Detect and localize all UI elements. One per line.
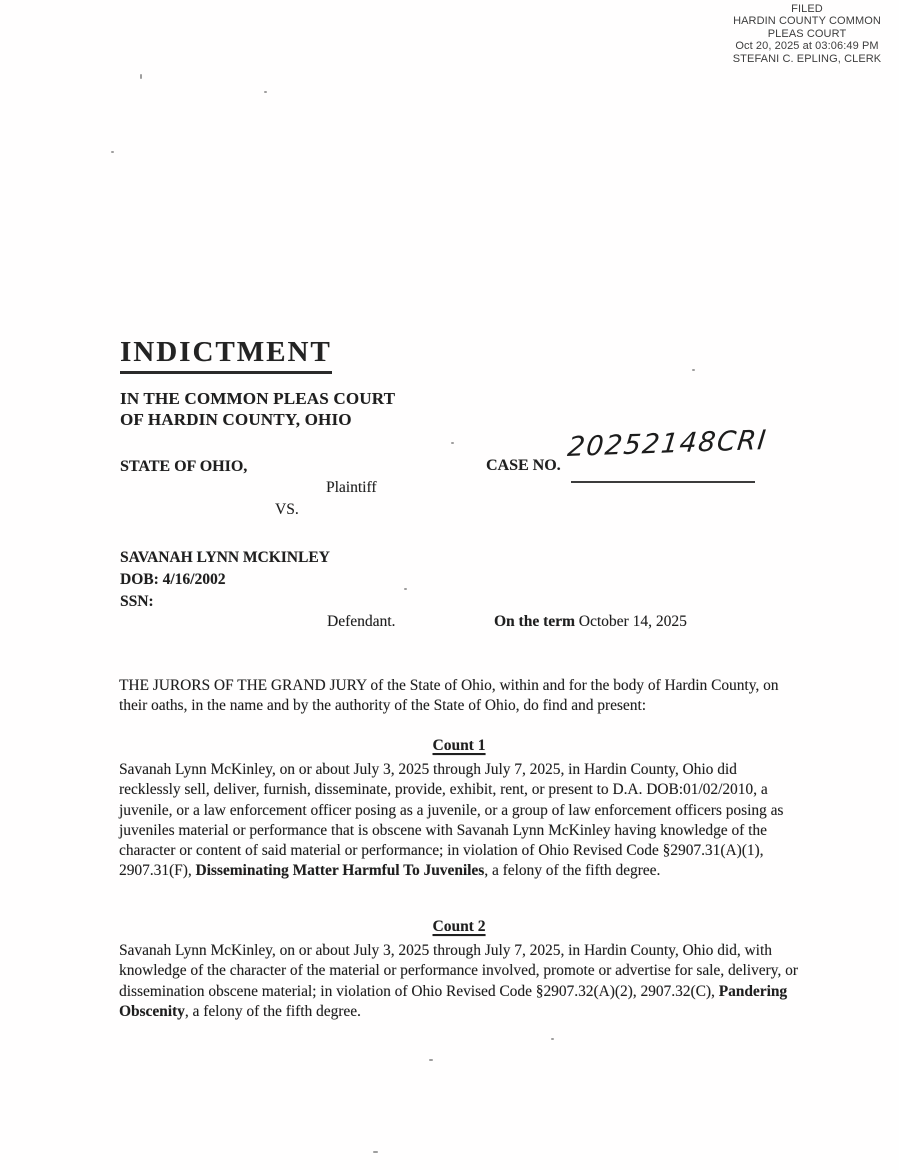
count1-offense-name: Disseminating Matter Harmful To Juveniles (195, 862, 485, 880)
scan-speck (111, 151, 114, 153)
scan-speck (373, 1151, 378, 1153)
count1-heading-text: Count 1 (432, 737, 486, 754)
count2-body (119, 941, 799, 1022)
plaintiff-name: STATE OF OHIO, (120, 458, 248, 475)
case-number-handwritten: 20252148CRI (566, 424, 769, 463)
defendant-name: SAVANAH LYNN MCKINLEY (120, 549, 330, 566)
term-date: October 14, 2025 (574, 613, 687, 630)
stamp-court-line1: HARDIN COUNTY COMMON (733, 15, 881, 28)
court-heading (120, 388, 395, 430)
stamp-court-line2: PLEAS COURT (767, 27, 847, 40)
scan-speck (692, 369, 695, 371)
stamp-clerk-name: STEFANI C. EPLING, CLERK (732, 52, 882, 65)
count1-heading (119, 737, 799, 755)
scan-speck (140, 74, 142, 79)
count1-body (119, 760, 799, 882)
scan-speck (429, 1059, 433, 1061)
filing-stamp (721, 3, 893, 65)
grand-jury-preamble: THE JURORS OF THE GRAND JURY of the State of Ohio, within and for the body of Hardin County, on their oaths, in the name and by the authority of the State of Ohio, do find and present: (119, 677, 779, 715)
count2-text-after: , a felony of the fifth degree. (184, 1002, 361, 1020)
scan-speck (404, 588, 407, 590)
court-heading-line1: IN THE COMMON PLEAS COURT (120, 389, 396, 408)
count2-offense-name: Pandering Obscenity (119, 982, 788, 1020)
court-heading-line2: OF HARDIN COUNTY, OHIO (120, 410, 352, 429)
count2-text-before: Savanah Lynn McKinley, on or about July 3, 2025 through July 7, 2025, in Hardin County, Ohio did, with knowledge of the character of the material or performance involved, promote or advertise for sale, delivery, or dissemination obscene material; in violation of Ohio Revised Code §2907.32(A)(2), 2907.32(C), (119, 942, 798, 1000)
count2-heading (119, 918, 799, 936)
versus-label: VS. (275, 501, 299, 518)
count1-text-before: Savanah Lynn McKinley, on or about July 3, 2025 through July 7, 2025, in Hardin County, Ohio did recklessly sell, deliver, furnish, disseminate, provide, exhibit, rent, or present to D.A. DOB:01/02/2010, a juvenile, or a law enforcement officer posing as a juvenile, or a group of law enforcement officers posing as juveniles material or performance that is obscene with Savanah Lynn McKinley having knowledge of the character or content of said material or performance; in violation of Ohio Revised Code §2907.31(A)(1), 2907.31(F), (119, 761, 784, 880)
term-label: On the term (494, 613, 575, 630)
defendant-dob: DOB: 4/16/2002 (120, 571, 226, 588)
plaintiff-role-label: Plaintiff (326, 479, 377, 496)
case-number-underline (571, 481, 755, 483)
count1-text-after: , a felony of the fifth degree. (484, 862, 661, 880)
case-number-label: CASE NO. (486, 457, 561, 474)
defendant-ssn: SSN: (120, 593, 154, 610)
document-title: INDICTMENT (120, 336, 332, 374)
count2-heading-text: Count 2 (432, 918, 486, 935)
stamp-filed-label: FILED (791, 3, 823, 15)
scan-speck (451, 442, 454, 444)
scan-speck (264, 91, 267, 93)
stamp-datetime: Oct 20, 2025 at 03:06:49 PM (735, 40, 879, 53)
defendant-role-label: Defendant. (327, 613, 396, 630)
term-line (494, 613, 687, 631)
scan-speck (551, 1038, 554, 1040)
